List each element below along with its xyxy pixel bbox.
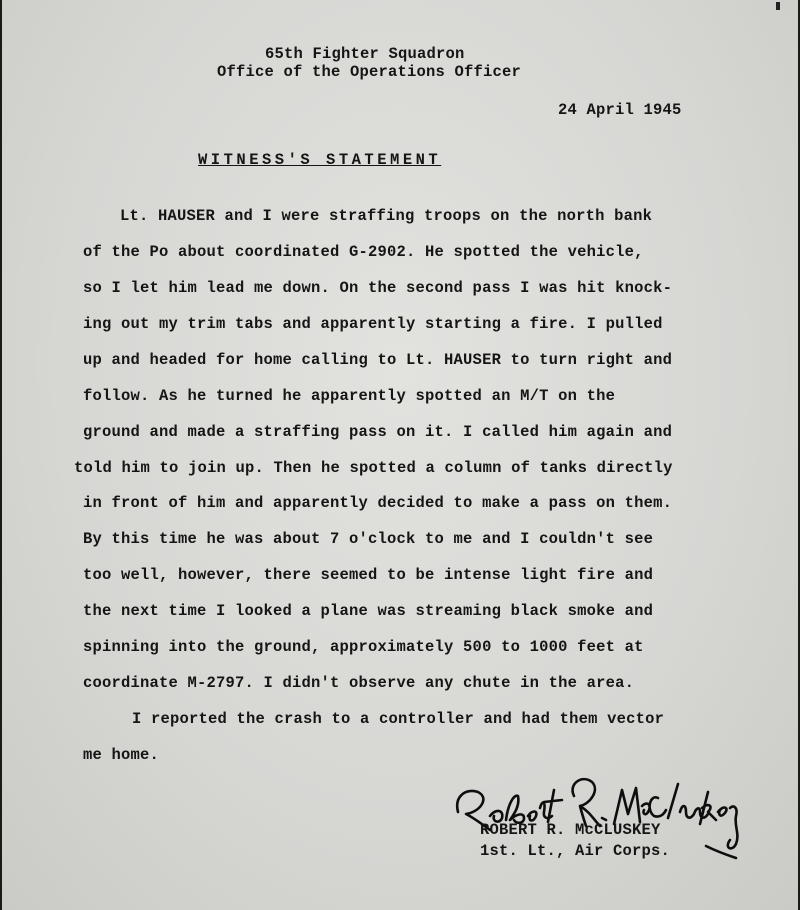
signer-name: ROBERT R. McCLUSKEY [480,821,661,839]
body-line: ground and made a straffing pass on it. I called him again and [83,423,673,441]
body-line: Lt. HAUSER and I were straffing troops on the north bank [120,207,653,225]
signer-rank: 1st. Lt., Air Corps. [480,842,671,860]
body-line: too well, however, there seemed to be intense light fire and [83,566,654,584]
body-line: of the Po about coordinated G-2902. He spotted the vehicle, [83,243,644,261]
body-line: the next time I looked a plane was streaming black smoke and [83,602,654,620]
body-line: ing out my trim tabs and apparently starting a fire. I pulled [83,315,663,333]
office-heading: Office of the Operations Officer [217,63,522,81]
body-line: in front of him and apparently decided to make a pass on them. [83,494,673,512]
document-page [2,0,798,910]
scan-mark [776,2,780,10]
body-line: By this time he was about 7 o'clock to me and I couldn't see [83,530,654,548]
body-line: I reported the crash to a controller and had them vector [132,710,665,728]
body-line: spinning into the ground, approximately 500 to 1000 feet at [83,638,644,656]
body-line: me home. [83,746,160,764]
document-date: 24 April 1945 [558,101,682,119]
body-line: up and headed for home calling to Lt. HAUSER to turn right and [83,351,673,369]
unit-heading: 65th Fighter Squadron [265,45,465,63]
statement-title: WITNESS'S STATEMENT [198,151,442,169]
body-line: follow. As he turned he apparently spotted an M/T on the [83,387,616,405]
body-line: told him to join up. Then he spotted a column of tanks directly [74,459,673,477]
body-line: so I let him lead me down. On the second pass I was hit knock- [83,279,673,297]
body-line: coordinate M-2797. I didn't observe any chute in the area. [83,674,635,692]
